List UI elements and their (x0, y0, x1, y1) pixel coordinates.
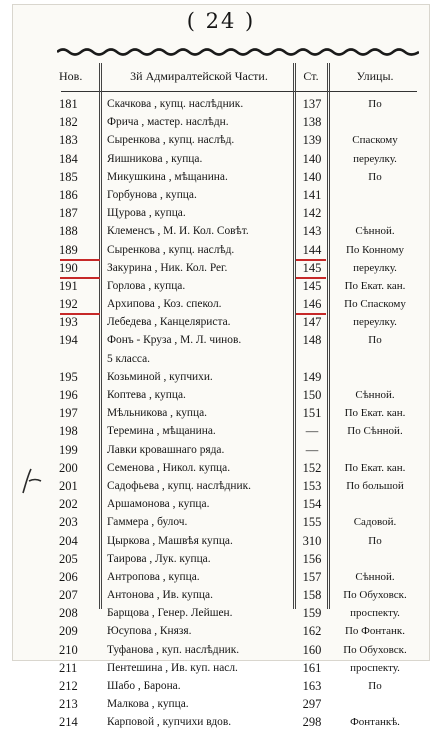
house-number: 138 (302, 115, 322, 130)
street-name: Садовой. (353, 516, 397, 529)
owner-name: 5 класса. (107, 352, 150, 365)
owner-name: Гаммера , булоч. (107, 516, 188, 529)
street-name: По (368, 170, 382, 183)
owner-name: Шабо , Барона. (107, 680, 181, 692)
row-number: 189 (59, 242, 78, 257)
owner-name: Барщова , Генер. Лейшен. (107, 607, 233, 620)
table-row (13, 677, 429, 695)
row-number: 196 (59, 388, 78, 402)
row-number: 207 (59, 588, 78, 603)
table-row (13, 295, 429, 313)
table-row (13, 495, 429, 513)
red-underline-mark (60, 259, 100, 261)
table-row (13, 695, 429, 713)
owner-name: Закурина , Ник. Кол. Рег. (107, 261, 228, 274)
owner-name: Аршамонова , купца. (107, 498, 210, 511)
street-name: По (368, 680, 382, 692)
row-number: 211 (59, 660, 78, 675)
row-number: 193 (59, 315, 78, 330)
row-number: 205 (59, 551, 78, 566)
house-number: 149 (302, 369, 322, 384)
row-number: 185 (59, 169, 78, 184)
row-number: 213 (59, 697, 78, 712)
row-number: 201 (59, 478, 78, 493)
owner-name: Клеменсъ , М. И. Кол. Совѣт. (107, 225, 249, 238)
street-name: Сѣнной. (355, 570, 395, 583)
row-number: 190 (59, 260, 78, 275)
table-row (13, 404, 429, 422)
table-row (13, 513, 429, 531)
house-number: 160 (302, 642, 322, 657)
table-row (13, 622, 429, 640)
document-page (12, 4, 430, 730)
owner-name: Фрича , мастер. наслѣдн. (107, 116, 229, 129)
row-number: 195 (59, 369, 78, 384)
owner-name: Теремина , мѣщанина. (107, 425, 216, 438)
house-number: 162 (302, 624, 322, 639)
street-name: По большой (346, 479, 404, 492)
table-row (13, 131, 429, 149)
owner-name: Щурова , купца. (107, 207, 186, 220)
owner-name: Туфанова , куп. наслѣдник. (107, 643, 240, 656)
table-row (13, 459, 429, 477)
house-number: 140 (302, 169, 322, 184)
row-number: 197 (59, 406, 78, 421)
table-row (13, 713, 429, 731)
row-number: 208 (59, 606, 78, 621)
row-number: 206 (59, 569, 78, 584)
street-name: Фонтанкѣ. (350, 716, 400, 729)
header-number: Нов. (59, 69, 83, 83)
street-name: По Сѣнной. (347, 425, 403, 438)
house-number: 155 (302, 515, 322, 530)
owner-name: Юсупова , Князя. (107, 625, 192, 638)
red-underline-mark (296, 259, 326, 261)
owner-name: Садофьева , купц. наслѣдник. (107, 479, 252, 492)
owner-name: Цыркова , Машвѣя купца. (107, 534, 233, 547)
owner-name: Карповой , купчихи вдов. (107, 716, 232, 729)
row-number: 194 (59, 333, 78, 348)
owner-name: Лавки кровашнаго ряда. (107, 443, 225, 456)
row-number: 212 (59, 679, 78, 693)
row-number: 198 (59, 424, 78, 439)
row-number: 209 (59, 624, 78, 639)
row-number: 181 (59, 97, 78, 111)
street-name: По Екат. кан. (344, 407, 406, 420)
table-row (13, 477, 429, 495)
street-name: По Конному (345, 243, 404, 256)
owner-name: Скачкова , купц. наслѣдник. (107, 98, 244, 110)
owner-name: Малкова , купца. (107, 698, 189, 711)
owner-name: Горбунова , купца. (107, 188, 197, 201)
row-number: 192 (59, 297, 78, 312)
table-row (13, 150, 429, 168)
header-divider (61, 91, 417, 92)
row-number: 188 (59, 224, 78, 239)
owner-name: Мѣльникова , купца. (107, 407, 208, 420)
house-number: 137 (302, 97, 322, 111)
table-row (13, 386, 429, 404)
owner-name: Микушкина , мѣщанина. (107, 170, 228, 183)
owner-name: Яишникова , купца. (107, 152, 203, 165)
street-name: проспекту. (350, 661, 400, 674)
street-name: переулку. (353, 316, 397, 329)
row-number: 186 (59, 187, 78, 202)
street-name: По Обуховск. (343, 589, 407, 602)
owner-name: Антонова , Ив. купца. (107, 589, 213, 602)
house-number: 158 (302, 588, 322, 603)
owner-name: Горлова , купца. (107, 279, 186, 292)
owner-name: Антропова , купца. (107, 570, 200, 583)
red-underline-mark (60, 277, 100, 279)
register-table (13, 95, 429, 732)
row-number: 199 (59, 442, 78, 457)
street-name: По Обуховск. (343, 643, 407, 656)
house-number: 297 (302, 697, 322, 712)
house-number: 147 (302, 315, 322, 330)
house-number: 161 (302, 660, 322, 675)
street-name: Спаскому (352, 134, 398, 147)
table-row (13, 368, 429, 386)
house-number: 298 (302, 715, 322, 730)
table-row (13, 241, 429, 259)
table-row (13, 441, 429, 459)
street-name: По Екат. кан. (344, 461, 406, 474)
owner-name: Коптева , купца. (107, 389, 186, 401)
street-name: Сѣнной. (355, 225, 395, 238)
table-row (13, 222, 429, 240)
table-row (13, 532, 429, 550)
house-number: 142 (302, 206, 322, 221)
table-row (13, 277, 429, 295)
red-underline-mark (296, 313, 326, 315)
red-underline-mark (296, 277, 326, 279)
table-row (13, 568, 429, 586)
house-number: 140 (302, 151, 322, 166)
street-name: По Спаскому (344, 298, 406, 311)
page-number: ( 24 ) (186, 9, 256, 33)
table-row (13, 313, 429, 331)
house-number: 146 (302, 297, 322, 312)
owner-name: Козьминой , купчихи. (107, 370, 213, 383)
table-row (13, 550, 429, 568)
owner-name: Сыренкова , купц. наслѣд. (107, 134, 235, 147)
house-number: — (305, 442, 319, 457)
house-number: 145 (302, 278, 322, 293)
header-owner: 3й Адмиралтейской Части. (130, 69, 268, 83)
street-name: переулку. (353, 152, 397, 165)
owner-name: Фонъ - Круза , М. Л. чинов. (107, 334, 242, 347)
owner-name: Лебедева , Канцеляриста. (107, 316, 231, 329)
street-name: По (368, 534, 382, 547)
house-number: 310 (302, 533, 322, 548)
red-underline-mark (60, 313, 100, 315)
house-number: 144 (302, 242, 322, 257)
house-number: — (305, 424, 319, 439)
handwritten-margin-mark (19, 467, 49, 495)
house-number: 145 (302, 260, 322, 275)
row-number: 183 (59, 133, 78, 148)
house-number: 150 (302, 388, 322, 402)
street-name: По (368, 98, 382, 110)
house-number: 141 (302, 187, 322, 202)
owner-name: Таирова , Лук. купца. (107, 552, 211, 565)
row-number: 187 (59, 206, 78, 221)
house-number: 153 (302, 478, 322, 493)
row-number: 214 (59, 715, 78, 730)
decorative-wave-rule (57, 47, 419, 57)
house-number: 157 (302, 569, 322, 584)
house-number: 139 (302, 133, 322, 148)
table-row (13, 586, 429, 604)
row-number: 191 (59, 278, 78, 293)
table-row (13, 259, 429, 277)
table-row (13, 113, 429, 131)
table-row (13, 350, 429, 368)
table-row (13, 604, 429, 622)
table-row (13, 186, 429, 204)
header-house: Ст. (303, 69, 319, 83)
header-street: Улицы. (356, 69, 394, 83)
table-row (13, 95, 429, 113)
row-number: 184 (59, 151, 78, 166)
house-number: 163 (302, 679, 322, 693)
table-row (13, 641, 429, 659)
house-number: 151 (302, 406, 322, 421)
house-number: 143 (302, 224, 322, 239)
house-number: 152 (302, 460, 322, 475)
table-row (13, 422, 429, 440)
house-number: 156 (302, 551, 322, 566)
row-number: 202 (59, 497, 78, 512)
owner-name: Семенова , Никол. купца. (107, 461, 231, 474)
street-name: По (368, 334, 382, 347)
table-row (13, 204, 429, 222)
house-number: 154 (302, 497, 322, 512)
row-number: 200 (59, 460, 78, 475)
row-number: 210 (59, 642, 78, 657)
owner-name: Архипова , Коз. спекол. (107, 298, 222, 311)
street-name: Сѣнной. (355, 389, 395, 401)
table-row (13, 331, 429, 349)
row-number: 182 (59, 115, 78, 130)
table-row (13, 168, 429, 186)
street-name: проспекту. (350, 607, 400, 620)
owner-name: Сыренкова , купц. наслѣд. (107, 243, 235, 256)
row-number: 204 (59, 533, 78, 548)
table-row (13, 659, 429, 677)
house-number: 148 (302, 333, 322, 348)
street-name: По Фонтанк. (344, 625, 406, 638)
house-number: 159 (302, 606, 322, 621)
owner-name: Пентешина , Ив. куп. насл. (107, 661, 238, 674)
street-name: По Екат. кан. (344, 279, 406, 292)
street-name: переулку. (353, 261, 397, 274)
row-number: 203 (59, 515, 78, 530)
